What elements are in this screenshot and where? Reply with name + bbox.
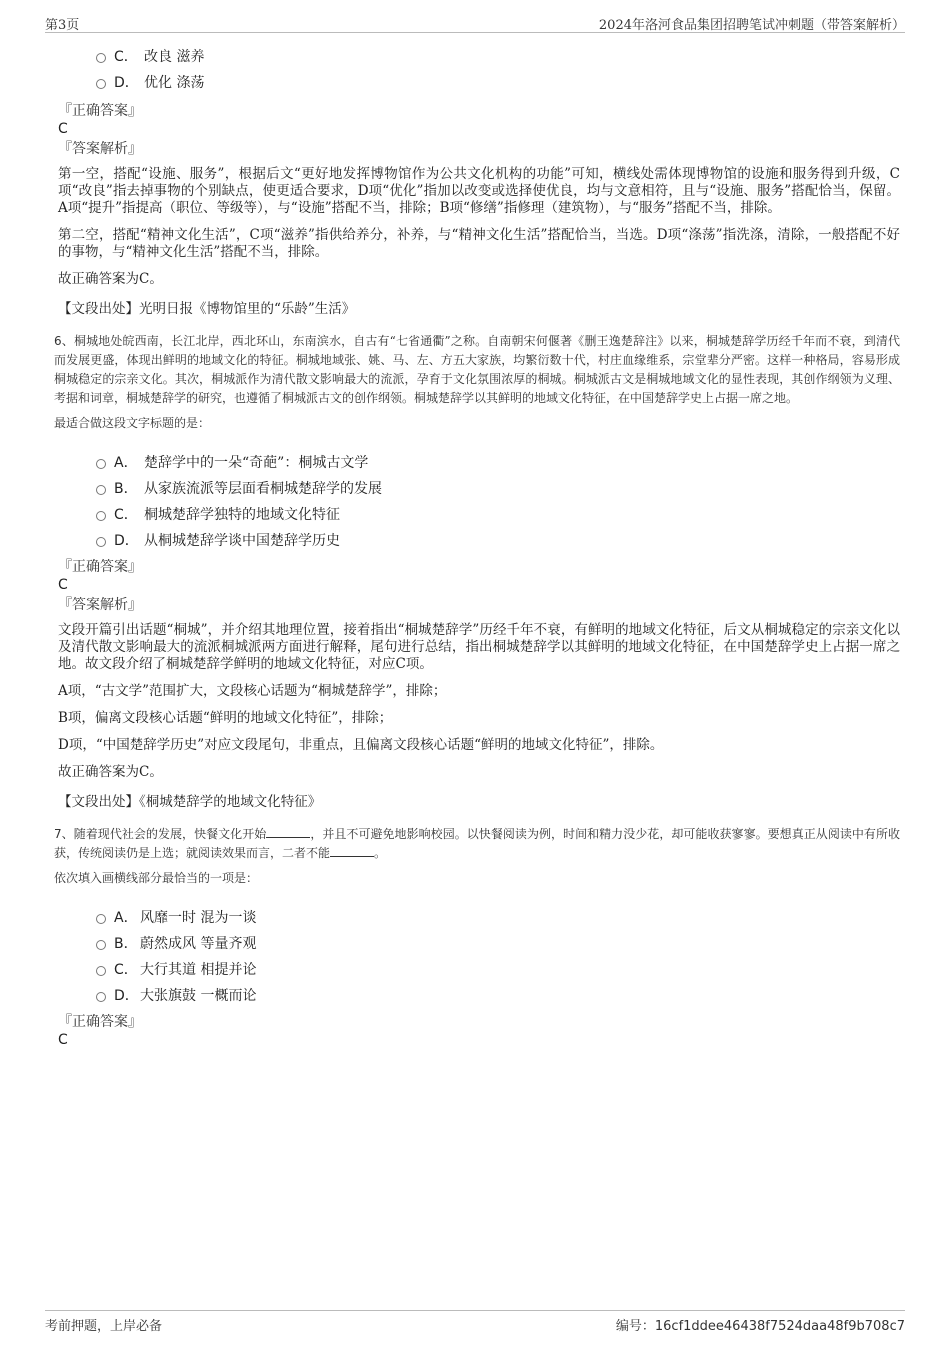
question-6-prompt: 最适合做这段文字标题的是： — [54, 416, 211, 430]
radio-icon[interactable] — [96, 79, 106, 89]
document-code: 编号：16cf1ddee46438f7524daa48f9b708c7 — [615, 1319, 905, 1334]
option-d[interactable]: D． 从桐城楚辞学谈中国楚辞学历史 — [58, 528, 900, 554]
analysis-paragraph: 文段开篇引出话题“桐城”，并介绍其地理位置，接着指出“桐城楚辞学”历经千年不衰，有鲜明的地域文化特征，后文从桐城稳定的宗亲文化以及清代散文影响最大的流派桐城派两方面进行解释，尾句进行总结，指出桐城楚辞学以其鲜明的地域文化特征，在中国楚辞学史上占据一席之地。故文段介绍了桐城楚辞学鲜明的地域文化特征，对应C项。 — [58, 622, 900, 672]
radio-icon[interactable] — [96, 992, 106, 1002]
option-c[interactable]: C． 改良 滋养 — [58, 44, 900, 70]
analysis-paragraph: B项，偏离文段核心话题“鲜明的地域文化特征”，排除； — [58, 710, 393, 726]
option-c[interactable]: C． 桐城楚辞学独特的地域文化特征 — [58, 502, 900, 528]
analysis-conclusion: 故正确答案为C。 — [58, 764, 163, 780]
page-content — [54, 44, 901, 1051]
answer-value: C — [58, 577, 68, 593]
radio-icon[interactable] — [96, 537, 106, 547]
fill-blank — [330, 844, 374, 857]
radio-icon[interactable] — [96, 53, 106, 63]
document-title: 2024年洛河食品集团招聘笔试冲刺题（带答案解析） — [598, 18, 905, 33]
answer-value: C — [58, 121, 68, 137]
analysis-paragraph: D项，“中国楚辞学历史”对应文段尾句，非重点，且偏离文段核心话题“鲜明的地域文化特征”，排除。 — [58, 737, 664, 753]
radio-icon[interactable] — [96, 511, 106, 521]
page-number: 第3页 — [45, 18, 80, 33]
question-number: 7、 — [54, 827, 74, 841]
option-a[interactable]: A． 楚辞学中的一朵“奇葩”：桐城古文学 — [58, 450, 900, 476]
radio-icon[interactable] — [96, 940, 106, 950]
answer-label: 『正确答案』 — [58, 559, 142, 575]
question-6-passage: 6、桐城地处皖西南，长江北岸，西北环山，东南滨水，自古有“七省通衢”之称。自南朝宋何偃著《删王逸楚辞注》以来，桐城楚辞学历经千年而不衰，到清代而发展更盛，体现出鲜明的地域文化的特征。桐城地域张、姚、马、左、方五大家族，均繁衍数十代，村庄血缘维系，宗堂辈分严密。这样一种格局，容易形成桐城稳定的宗亲文化。其次，桐城派作为清代散文影响最大的流派，孕育于文化氛围浓厚的桐城。桐城派古文是桐城地域文化的显性表现，其创作纲领为义理、考据和词章，桐城楚辞学的研究，也遵循了桐城派古文的创作纲领。桐城楚辞学以其鲜明的地域文化特征，在中国楚辞学史上占据一席之地。 — [54, 334, 901, 405]
analysis-paragraph: 第二空，搭配“精神文化生活”，C项“滋养”指供给养分，补养，与“精神文化生活”搭配恰当，当选。D项“涤荡”指洗涤，清除，一般搭配不好的事物，与“精神文化生活”搭配不当，排除。 — [58, 227, 900, 260]
analysis-label: 『答案解析』 — [58, 141, 142, 157]
option-a[interactable]: A． 风靡一时 混为一谈 — [58, 905, 900, 931]
analysis-conclusion: 故正确答案为C。 — [58, 271, 163, 287]
radio-icon[interactable] — [96, 485, 106, 495]
analysis-paragraph: 第一空，搭配“设施、服务”，根据后文“更好地发挥博物馆作为公共文化机构的功能”可知，横线处需体现博物馆的设施和服务得到升级，C项“改良”指去掉事物的个别缺点，使更适合要求，D项“优化”指加以改变或选择使优良，均与文意相符，且与“设施、服务”搭配恰当，保留。A项“提升”指提高（职位、等级等），与“设施”搭配不当，排除；B项“修缮”指修理（建筑物），与“服务”搭配不当，排除。 — [58, 166, 900, 216]
question-7-prompt: 依次填入画横线部分最恰当的一项是： — [54, 871, 259, 885]
option-d[interactable]: D． 大张旗鼓 一概而论 — [58, 983, 900, 1009]
analysis-paragraph: A项，“古文学”范围扩大，文段核心话题为“桐城楚辞学”，排除； — [58, 683, 447, 699]
answer-value: C — [58, 1032, 68, 1048]
option-b[interactable]: B． 从家族流派等层面看桐城楚辞学的发展 — [58, 476, 900, 502]
passage-source: 【文段出处】《桐城楚辞学的地域文化特征》 — [58, 794, 322, 810]
radio-icon[interactable] — [96, 459, 106, 469]
page-footer — [45, 1310, 905, 1335]
option-d[interactable]: D． 优化 涤荡 — [58, 70, 900, 96]
option-b[interactable]: B． 蔚然成风 等量齐观 — [58, 931, 900, 957]
analysis-label: 『答案解析』 — [58, 597, 142, 613]
question-7-passage: 7、随着现代社会的发展，快餐文化开始 ，并且不可避免地影响校园。以快餐阅读为例，时间和精力没少花，却可能收获寥寥。要想真正从阅读中有所收获，传统阅读仍是上选；就阅读效果而言，二者不能 。 — [54, 827, 900, 860]
footer-slogan: 考前押题，上岸必备 — [45, 1319, 163, 1334]
fill-blank — [266, 825, 310, 838]
page-header — [45, 10, 905, 33]
radio-icon[interactable] — [96, 966, 106, 976]
passage-source: 【文段出处】光明日报《博物馆里的“乐龄”生活》 — [58, 301, 356, 317]
question-number: 6、 — [54, 334, 74, 348]
option-c[interactable]: C． 大行其道 相提并论 — [58, 957, 900, 983]
radio-icon[interactable] — [96, 914, 106, 924]
answer-label: 『正确答案』 — [58, 103, 142, 119]
answer-label: 『正确答案』 — [58, 1014, 142, 1030]
